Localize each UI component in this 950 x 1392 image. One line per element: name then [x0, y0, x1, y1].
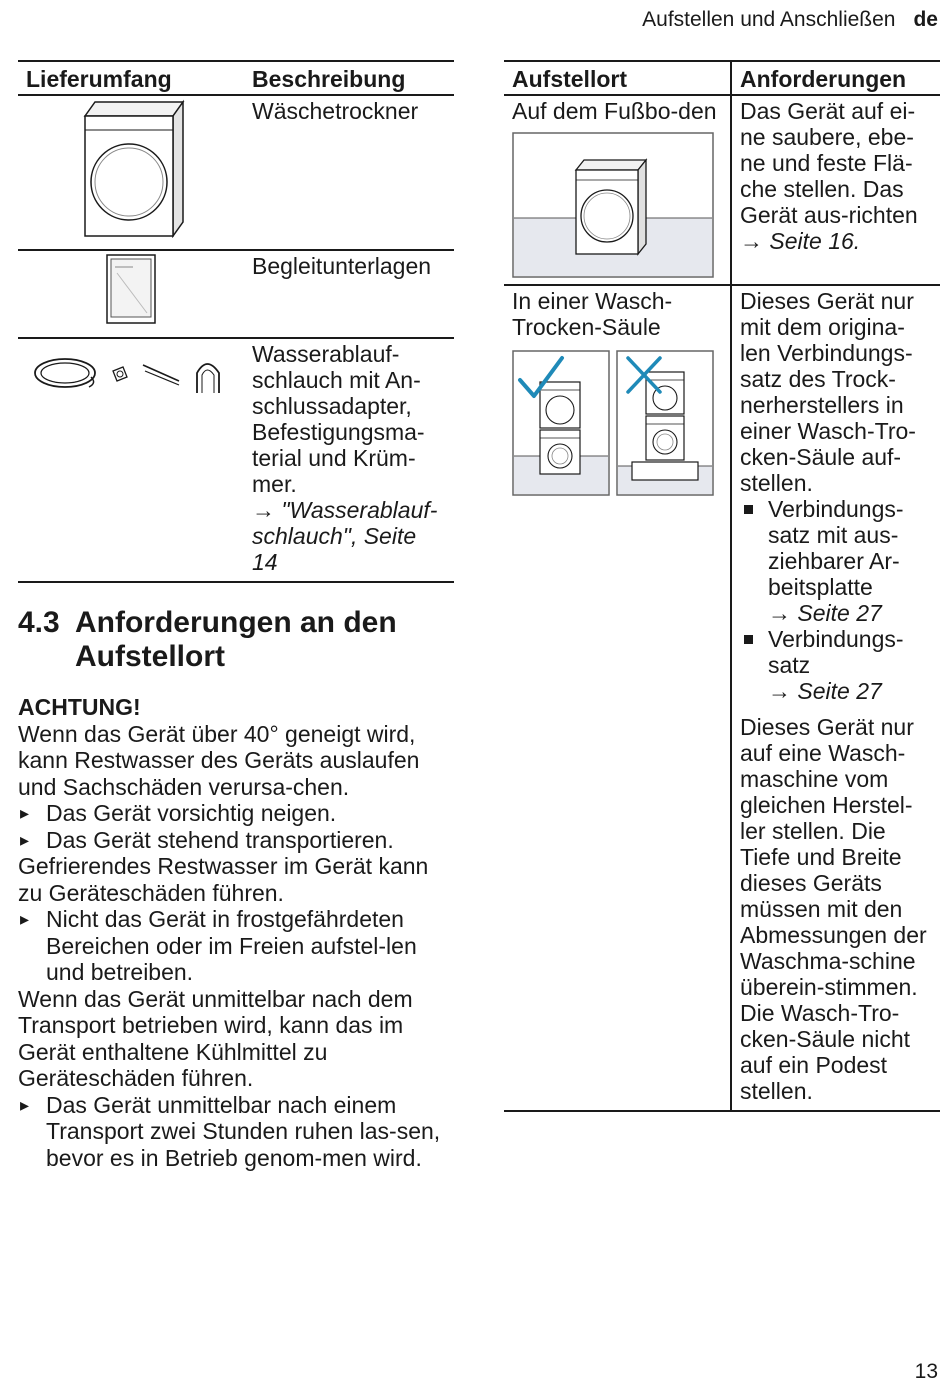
table-row [504, 95, 940, 285]
section-title-line1: Anforderungen an den [75, 606, 397, 639]
section-title-line2: Aufstellort [75, 640, 225, 673]
language-code: de [913, 8, 938, 31]
column-header-location: Aufstellort [504, 61, 731, 95]
section-heading [18, 606, 397, 674]
table-row [18, 338, 454, 582]
location-floor: Auf dem Fußbo-den [512, 98, 717, 124]
dryer-on-floor-illustration [512, 132, 714, 278]
drain-hose-reference[interactable]: → "Wasserablauf-schlauch", Seite 14 [252, 497, 438, 575]
column-header-description: Beschreibung [244, 61, 454, 95]
column-header-requirements: Anforderungen [731, 61, 940, 95]
warning-paragraph: Wenn das Gerät über 40° geneigt wird, kann Restwasser des Geräts auslaufen und Sachschäden verursa-chen. [18, 720, 420, 800]
location-stack: In einer Wasch-Trocken-Säule [512, 288, 673, 340]
description-drain-hose [244, 338, 454, 582]
documents-icon [103, 253, 159, 325]
requirement-same-manufacturer: Dieses Gerät nur auf eine Wasch-maschine vom gleichen Herstel-ler stellen. Die Tiefe und Breite dieses Geräts müssen mit den Abmessungen der Waschma-schine überein-stimmen. [740, 714, 927, 1000]
stack-kit-page-reference[interactable]: → Seite 27 [768, 678, 882, 704]
table-row [504, 285, 940, 1111]
delivery-scope-table [18, 60, 454, 583]
drain-hose-kit-icon [31, 349, 231, 399]
stack-kit-option: Verbindungs-satz [740, 626, 932, 678]
warning-block [18, 694, 458, 1171]
table-row [18, 95, 454, 250]
stack-illustrations [512, 350, 722, 496]
requirement-stack-kit: Dieses Gerät nur mit dem origina-len Verbindungs-satz des Trock-nerherstellers in einer Wasch-Tro-cken-Säule auf-stellen. [740, 288, 916, 496]
warning-instruction: ▸ Das Gerät vorsichtig neigen. [18, 800, 458, 827]
warning-label: ACHTUNG! [18, 694, 141, 720]
warning-instruction: ▸ Das Gerät unmittelbar nach einem Transport zwei Stunden ruhen las-sen, bevor es in Betrieb genom-men wird. [18, 1092, 458, 1172]
header-title: Aufstellen und Anschließen [642, 8, 896, 31]
stack-kit-option: Verbindungs-satz mit aus-ziehbarer Ar-beitsplatte [740, 496, 932, 600]
incorrect-stacking-illustration [616, 350, 714, 496]
requirement-no-pedestal: Die Wasch-Tro-cken-Säule nicht auf ein Podest stellen. [740, 1000, 911, 1104]
page-header [642, 8, 938, 32]
description-documents: Begleitunterlagen [244, 250, 454, 338]
column-header-delivery: Lieferumfang [18, 61, 244, 95]
stack-kit-page-reference[interactable]: → Seite 27 [768, 600, 882, 626]
section-number: 4.3 [18, 606, 60, 639]
floor-page-reference[interactable]: → Seite 16. [740, 228, 861, 254]
correct-stacking-illustration [512, 350, 610, 496]
warning-instruction: ▸ Nicht das Gerät in frostgefährdeten Bereichen oder im Freien aufstel-len und betreiben. [18, 906, 458, 986]
warning-paragraph: Wenn das Gerät unmittelbar nach dem Transport betrieben wird, kann das im Gerät enthaltene Kühlmittel zu Geräteschäden führen. [18, 985, 413, 1091]
warning-instruction: ▸ Das Gerät stehend transportieren. [18, 827, 458, 854]
dryer-icon [75, 98, 187, 238]
requirement-floor: Das Gerät auf ei-ne saubere, ebe-ne und feste Flä-che stellen. Das Gerät aus-richten [740, 98, 918, 228]
drain-hose-text: Wasserablauf-schlauch mit An-schlussadapter, Befestigungsma-terial und Krüm-mer. [252, 341, 425, 497]
table-row [18, 250, 454, 338]
description-dryer: Wäschetrockner [244, 95, 454, 250]
warning-paragraph: Gefrierendes Restwasser im Gerät kann zu Geräteschäden führen. [18, 853, 429, 906]
page-number: 13 [914, 1360, 938, 1383]
installation-location-table [504, 60, 940, 1112]
